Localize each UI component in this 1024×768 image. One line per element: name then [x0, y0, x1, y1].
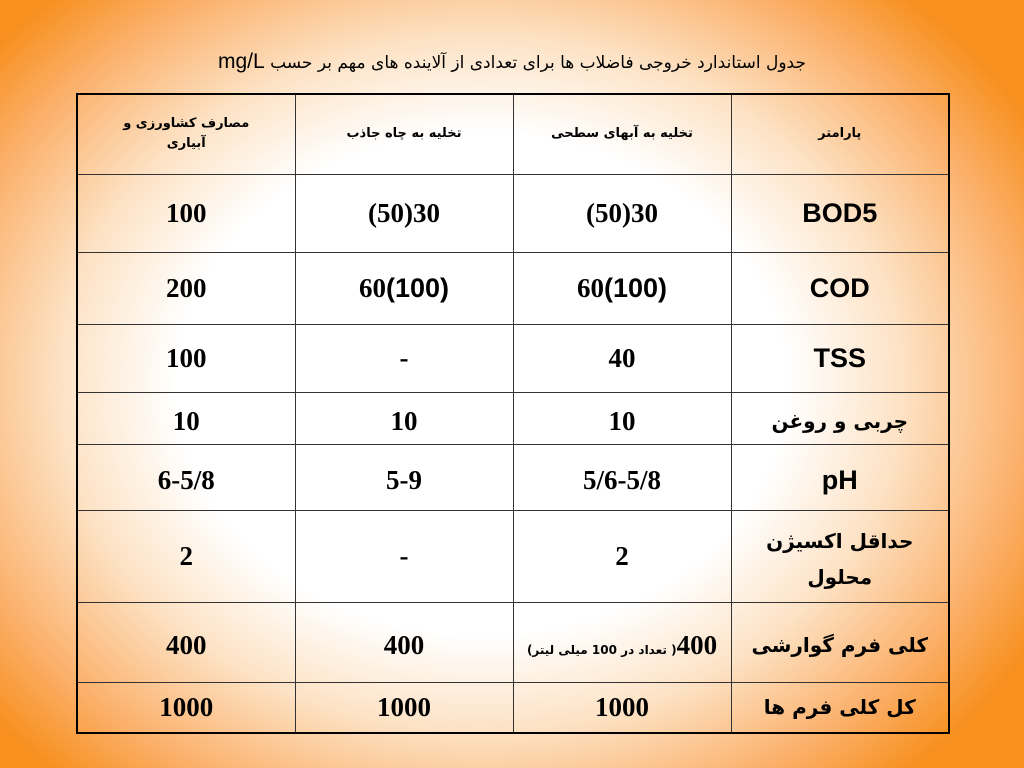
param-cell: کلی فرم گوارشی — [731, 602, 949, 682]
well-value-main: 60 — [358, 272, 386, 303]
table-row — [77, 444, 949, 510]
header-agriculture: مصارف کشاورزی و آبیاری — [77, 94, 295, 174]
table-row — [77, 324, 949, 392]
agri-cell: 10 — [77, 392, 295, 444]
surface-value-main: 60 — [576, 272, 604, 303]
well-cell: 10 — [295, 392, 513, 444]
well-value-paren: (100) — [385, 272, 450, 303]
param-cell: کل کلی فرم ها — [731, 682, 949, 733]
table-row — [77, 602, 949, 682]
agri-cell — [77, 444, 295, 510]
caption-text: جدول استاندارد خروجی فاضلاب ها برای تعدادی از آلاینده های مهم بر حسب — [270, 53, 806, 73]
param-cell: حداقل اکسیژن محلول — [731, 510, 949, 602]
param-cell: BOD5 — [731, 174, 949, 252]
wastewater-standards-table — [76, 93, 950, 734]
surface-cell — [513, 444, 731, 510]
surface-cell: 40 — [513, 324, 731, 392]
table-row — [77, 174, 949, 252]
well-cell: 1000 — [295, 682, 513, 733]
table-caption — [0, 50, 1024, 74]
well-cell: - — [295, 324, 513, 392]
well-cell — [295, 252, 513, 324]
caption-unit: mg/L — [217, 50, 265, 73]
table-row — [77, 392, 949, 444]
surface-value-paren: (100) — [603, 272, 668, 303]
param-cell: TSS — [731, 324, 949, 392]
agri-cell: 200 — [77, 252, 295, 324]
table-header-row — [77, 94, 949, 174]
header-parameter: پارامتر — [731, 94, 949, 174]
surface-cell: 10 — [513, 392, 731, 444]
table-row — [77, 682, 949, 733]
well-cell — [295, 444, 513, 510]
surface-value: 400 — [676, 629, 718, 660]
table-row — [77, 510, 949, 602]
table-row — [77, 252, 949, 324]
agri-value: 6-5/8 — [157, 464, 215, 495]
agri-cell: 2 — [77, 510, 295, 602]
well-cell: 400 — [295, 602, 513, 682]
header-absorption-well: تخلیه به چاه جاذب — [295, 94, 513, 174]
surface-cell — [513, 252, 731, 324]
surface-cell: 1000 — [513, 682, 731, 733]
header-surface-water: تخلیه به آبهای سطحی — [513, 94, 731, 174]
agri-cell: 1000 — [77, 682, 295, 733]
well-cell: 30(50) — [295, 174, 513, 252]
well-cell: - — [295, 510, 513, 602]
param-cell: COD — [731, 252, 949, 324]
agri-cell: 400 — [77, 602, 295, 682]
param-cell: چربی و روغن — [731, 392, 949, 444]
surface-cell — [513, 602, 731, 682]
param-cell: pH — [731, 444, 949, 510]
well-value: 5-9 — [386, 464, 422, 495]
agri-cell: 100 — [77, 174, 295, 252]
surface-value: 5/6-5/8 — [583, 464, 661, 495]
surface-note: ( تعداد در 100 میلی لیتر) — [526, 642, 677, 657]
agri-cell: 100 — [77, 324, 295, 392]
surface-cell: 2 — [513, 510, 731, 602]
surface-cell: 30(50) — [513, 174, 731, 252]
